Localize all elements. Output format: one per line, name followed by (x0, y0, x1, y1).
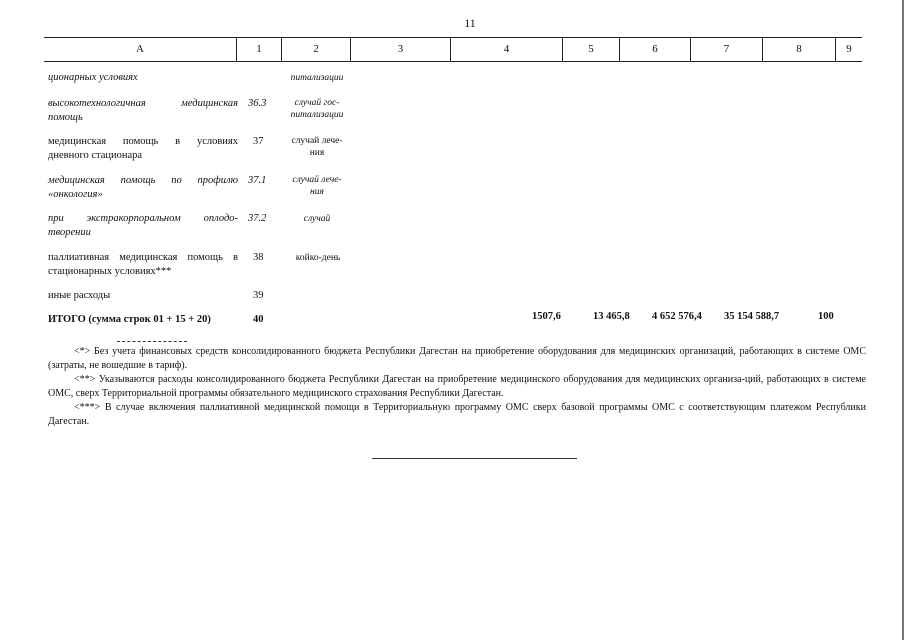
table-row-unit: койко-день (295, 253, 341, 263)
footnote-2: <**> Указываются расходы консолидированного бюджета Республики Дагестан на приобретение медицинского оборудования для медицинских организа-ций, работающих в системе ОМС, сверх Территориальной программы обязательного медицинского страхования Республики Дагестан. (48, 374, 866, 399)
footnote-1: <*> Без учета финансовых средств консолидированного бюджета Республики Дагестан на приобретение оборудования для медицинских организаций, работающих в системе ОМС (затраты, не вошедшие в тариф). (48, 346, 866, 371)
scan-edge (902, 0, 904, 640)
column-header-4: 4 (451, 38, 563, 61)
table-row-label: ционарных условиях (48, 72, 138, 83)
table-header (44, 37, 862, 62)
table-row-number: 37 (253, 136, 264, 147)
end-rule (372, 458, 577, 459)
table-row-number: 36.3 (248, 98, 267, 109)
table-row-label: иные расходы (48, 290, 111, 301)
column-header-1: 1 (237, 38, 282, 61)
total-number: 40 (253, 314, 264, 325)
table-row-unit: случай лече-ния (291, 136, 343, 158)
column-header-a: A (44, 38, 237, 61)
column-header-6: 6 (620, 38, 691, 61)
table-row-number: 37.1 (248, 175, 267, 186)
column-header-9: 9 (846, 43, 852, 55)
footnote-separator (117, 341, 187, 342)
total-col-9: 100 (818, 311, 834, 322)
table-row-number: 39 (253, 290, 264, 301)
table-row-unit: случай гос-питализации (290, 98, 344, 120)
total-col-8: 35 154 588,7 (724, 311, 780, 322)
table-row-label: при экстракорпоральном оплодо-творении (48, 213, 238, 238)
table-row-unit: питализации (290, 73, 344, 83)
column-header-2: 2 (282, 38, 351, 61)
column-header-3: 3 (351, 38, 451, 61)
column-header-7: 7 (691, 38, 763, 61)
table-row-label: паллиативная медицинская помощь в стационарных условиях*** (48, 252, 238, 277)
footnote-3: <***> В случае включения паллиативной медицинской помощи в Территориальную программу ОМС сверх базовой программы ОМС с соответствующим платежом Республики Дагестан. (48, 402, 866, 427)
table-row-label: высокотехнологичная медицинская помощь (48, 98, 238, 123)
column-header-5: 5 (563, 38, 620, 61)
total-label: ИТОГО (сумма строк 01 + 15 + 20) (48, 314, 211, 325)
table-row-unit: случай (303, 214, 331, 224)
total-col-7: 4 652 576,4 (652, 311, 702, 322)
table-row-number: 38 (253, 252, 264, 263)
page-number: 11 (464, 16, 476, 30)
table-row-label: медицинская помощь по профилю «онкология» (48, 175, 238, 200)
footnotes (48, 345, 866, 429)
table-row-unit: случай лече-ния (292, 175, 342, 197)
column-header-8: 8 (763, 38, 836, 61)
total-col-5: 1507,6 (532, 311, 561, 322)
table-row-label: медицинская помощь в условиях дневного стационара (48, 136, 238, 161)
table-row-number: 37.2 (248, 213, 267, 224)
total-col-6: 13 465,8 (593, 311, 630, 322)
